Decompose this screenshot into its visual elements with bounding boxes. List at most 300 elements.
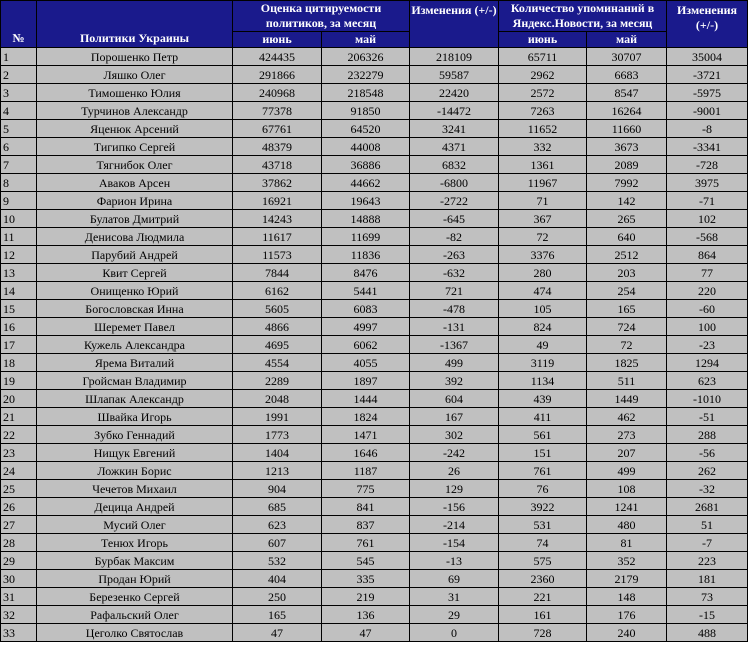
- cell-mentions-may: 72: [587, 336, 667, 354]
- cell-mentions-may: 640: [587, 228, 667, 246]
- cell-mentions-may: 1825: [587, 354, 667, 372]
- cell-citation-may: 136: [322, 606, 410, 624]
- cell-citation-may: 91850: [322, 102, 410, 120]
- cell-politician: Шлапак Александр: [37, 390, 233, 408]
- cell-citation-may: 11699: [322, 228, 410, 246]
- cell-politician: Порошенко Петр: [37, 48, 233, 66]
- cell-citation-june: 1404: [233, 444, 322, 462]
- cell-citation-change: 6832: [410, 156, 499, 174]
- table-row: [1, 84, 748, 102]
- table-row: [1, 300, 748, 318]
- table-row: [1, 318, 748, 336]
- cell-num: 30: [1, 570, 37, 588]
- cell-mentions-change: -3721: [667, 66, 748, 84]
- cell-mentions-change: 288: [667, 426, 748, 444]
- cell-citation-change: -263: [410, 246, 499, 264]
- cell-num: 33: [1, 624, 37, 642]
- cell-politician: Парубий Андрей: [37, 246, 233, 264]
- cell-politician: Ярема Виталий: [37, 354, 233, 372]
- cell-citation-june: 14243: [233, 210, 322, 228]
- cell-num: 32: [1, 606, 37, 624]
- cell-mentions-june: 575: [499, 552, 587, 570]
- cell-politician: Рафальский Олег: [37, 606, 233, 624]
- cell-citation-change: 31: [410, 588, 499, 606]
- table-row: [1, 390, 748, 408]
- cell-citation-june: 532: [233, 552, 322, 570]
- cell-mentions-change: -3341: [667, 138, 748, 156]
- header-citation: Оценка цитируемости политиков, за месяц: [233, 1, 410, 32]
- cell-mentions-june: 151: [499, 444, 587, 462]
- cell-num: 27: [1, 516, 37, 534]
- cell-num: 19: [1, 372, 37, 390]
- cell-politician: Денисова Людмила: [37, 228, 233, 246]
- table-row: [1, 228, 748, 246]
- header-change-mentions: Изменения (+/-): [667, 1, 748, 48]
- cell-citation-june: 67761: [233, 120, 322, 138]
- cell-politician: Шеремет Павел: [37, 318, 233, 336]
- cell-mentions-june: 531: [499, 516, 587, 534]
- cell-num: 18: [1, 354, 37, 372]
- cell-citation-change: -242: [410, 444, 499, 462]
- table-body: [1, 48, 748, 642]
- table-row: [1, 48, 748, 66]
- cell-citation-change: 392: [410, 372, 499, 390]
- cell-citation-june: 623: [233, 516, 322, 534]
- cell-mentions-june: 3376: [499, 246, 587, 264]
- table-row: [1, 606, 748, 624]
- cell-mentions-may: 265: [587, 210, 667, 228]
- cell-politician: Турчинов Александр: [37, 102, 233, 120]
- table-row: [1, 498, 748, 516]
- cell-citation-change: 129: [410, 480, 499, 498]
- cell-mentions-june: 1134: [499, 372, 587, 390]
- cell-citation-change: 59587: [410, 66, 499, 84]
- cell-mentions-change: 864: [667, 246, 748, 264]
- cell-politician: Ляшко Олег: [37, 66, 233, 84]
- cell-num: 12: [1, 246, 37, 264]
- cell-citation-change: 218109: [410, 48, 499, 66]
- header-june-citation: июнь: [233, 32, 322, 48]
- header-june-mentions: июнь: [499, 32, 587, 48]
- cell-mentions-change: -51: [667, 408, 748, 426]
- cell-mentions-june: 474: [499, 282, 587, 300]
- cell-citation-june: 11617: [233, 228, 322, 246]
- cell-mentions-june: 11967: [499, 174, 587, 192]
- cell-mentions-change: -23: [667, 336, 748, 354]
- cell-mentions-change: 223: [667, 552, 748, 570]
- cell-citation-june: 165: [233, 606, 322, 624]
- table-row: [1, 480, 748, 498]
- cell-citation-may: 837: [322, 516, 410, 534]
- cell-citation-may: 36886: [322, 156, 410, 174]
- cell-citation-june: 2048: [233, 390, 322, 408]
- cell-mentions-june: 2360: [499, 570, 587, 588]
- cell-mentions-may: 108: [587, 480, 667, 498]
- cell-mentions-change: -71: [667, 192, 748, 210]
- cell-num: 11: [1, 228, 37, 246]
- cell-citation-june: 5605: [233, 300, 322, 318]
- cell-citation-may: 775: [322, 480, 410, 498]
- cell-mentions-change: -15: [667, 606, 748, 624]
- cell-citation-june: 291866: [233, 66, 322, 84]
- cell-mentions-may: 81: [587, 534, 667, 552]
- cell-mentions-change: -56: [667, 444, 748, 462]
- cell-citation-change: 3241: [410, 120, 499, 138]
- cell-citation-june: 1213: [233, 462, 322, 480]
- cell-citation-change: -2722: [410, 192, 499, 210]
- table-row: [1, 426, 748, 444]
- cell-mentions-june: 76: [499, 480, 587, 498]
- header-mentions: Количество упоминаний в Яндекс.Новости, за месяц: [499, 1, 667, 32]
- cell-citation-june: 4695: [233, 336, 322, 354]
- header-change-citation: Изменения (+/-): [410, 1, 499, 48]
- table-row: [1, 516, 748, 534]
- cell-mentions-may: 176: [587, 606, 667, 624]
- cell-politician: Ложкин Борис: [37, 462, 233, 480]
- cell-mentions-june: 74: [499, 534, 587, 552]
- cell-mentions-change: 102: [667, 210, 748, 228]
- cell-mentions-may: 6683: [587, 66, 667, 84]
- cell-citation-may: 1471: [322, 426, 410, 444]
- cell-mentions-may: 3673: [587, 138, 667, 156]
- cell-citation-may: 64520: [322, 120, 410, 138]
- cell-mentions-may: 254: [587, 282, 667, 300]
- cell-mentions-june: 2962: [499, 66, 587, 84]
- cell-num: 29: [1, 552, 37, 570]
- table-row: [1, 282, 748, 300]
- table-row: [1, 408, 748, 426]
- cell-num: 21: [1, 408, 37, 426]
- cell-mentions-change: -7: [667, 534, 748, 552]
- table-row: [1, 552, 748, 570]
- cell-citation-may: 4997: [322, 318, 410, 336]
- cell-mentions-june: 161: [499, 606, 587, 624]
- cell-mentions-june: 561: [499, 426, 587, 444]
- table-row: [1, 66, 748, 84]
- cell-mentions-change: -1010: [667, 390, 748, 408]
- cell-mentions-may: 2179: [587, 570, 667, 588]
- cell-citation-change: 26: [410, 462, 499, 480]
- cell-mentions-change: 77: [667, 264, 748, 282]
- cell-politician: Квит Сергей: [37, 264, 233, 282]
- cell-mentions-change: 181: [667, 570, 748, 588]
- cell-citation-june: 47: [233, 624, 322, 642]
- cell-citation-may: 232279: [322, 66, 410, 84]
- table-row: [1, 156, 748, 174]
- cell-mentions-may: 240: [587, 624, 667, 642]
- cell-mentions-may: 511: [587, 372, 667, 390]
- cell-politician: Нищук Евгений: [37, 444, 233, 462]
- cell-citation-change: 167: [410, 408, 499, 426]
- cell-num: 9: [1, 192, 37, 210]
- cell-citation-june: 1991: [233, 408, 322, 426]
- cell-citation-change: -82: [410, 228, 499, 246]
- cell-politician: Цеголко Святослав: [37, 624, 233, 642]
- cell-citation-june: 1773: [233, 426, 322, 444]
- cell-mentions-change: 623: [667, 372, 748, 390]
- cell-mentions-change: -32: [667, 480, 748, 498]
- cell-num: 25: [1, 480, 37, 498]
- cell-citation-may: 1444: [322, 390, 410, 408]
- cell-num: 1: [1, 48, 37, 66]
- cell-citation-may: 4055: [322, 354, 410, 372]
- cell-mentions-may: 203: [587, 264, 667, 282]
- cell-politician: Фарион Ирина: [37, 192, 233, 210]
- cell-citation-change: -645: [410, 210, 499, 228]
- cell-politician: Кужель Александра: [37, 336, 233, 354]
- cell-mentions-may: 352: [587, 552, 667, 570]
- cell-mentions-may: 207: [587, 444, 667, 462]
- cell-citation-may: 11836: [322, 246, 410, 264]
- cell-mentions-june: 221: [499, 588, 587, 606]
- cell-citation-change: -1367: [410, 336, 499, 354]
- cell-citation-june: 11573: [233, 246, 322, 264]
- cell-mentions-may: 724: [587, 318, 667, 336]
- cell-citation-may: 5441: [322, 282, 410, 300]
- cell-mentions-may: 30707: [587, 48, 667, 66]
- cell-politician: Бурбак Максим: [37, 552, 233, 570]
- cell-citation-change: -214: [410, 516, 499, 534]
- cell-citation-change: 721: [410, 282, 499, 300]
- cell-mentions-may: 462: [587, 408, 667, 426]
- cell-citation-may: 44662: [322, 174, 410, 192]
- cell-citation-june: 16921: [233, 192, 322, 210]
- cell-citation-june: 240968: [233, 84, 322, 102]
- cell-citation-change: -6800: [410, 174, 499, 192]
- cell-citation-may: 206326: [322, 48, 410, 66]
- cell-mentions-june: 280: [499, 264, 587, 282]
- cell-politician: Тигипко Сергей: [37, 138, 233, 156]
- cell-citation-change: 69: [410, 570, 499, 588]
- cell-mentions-may: 165: [587, 300, 667, 318]
- cell-citation-may: 1897: [322, 372, 410, 390]
- table-row: [1, 246, 748, 264]
- cell-mentions-change: -568: [667, 228, 748, 246]
- cell-politician: Тенюх Игорь: [37, 534, 233, 552]
- cell-citation-june: 48379: [233, 138, 322, 156]
- cell-num: 24: [1, 462, 37, 480]
- cell-citation-june: 4866: [233, 318, 322, 336]
- table-row: [1, 120, 748, 138]
- cell-citation-change: -154: [410, 534, 499, 552]
- cell-num: 13: [1, 264, 37, 282]
- cell-citation-may: 6083: [322, 300, 410, 318]
- table-row: [1, 354, 748, 372]
- cell-num: 15: [1, 300, 37, 318]
- cell-citation-may: 44008: [322, 138, 410, 156]
- cell-mentions-june: 72: [499, 228, 587, 246]
- table-row: [1, 462, 748, 480]
- cell-num: 20: [1, 390, 37, 408]
- cell-num: 8: [1, 174, 37, 192]
- cell-mentions-change: 1294: [667, 354, 748, 372]
- cell-mentions-june: 332: [499, 138, 587, 156]
- cell-citation-change: -156: [410, 498, 499, 516]
- cell-mentions-june: 2572: [499, 84, 587, 102]
- cell-num: 10: [1, 210, 37, 228]
- cell-citation-may: 761: [322, 534, 410, 552]
- cell-politician: Березенко Сергей: [37, 588, 233, 606]
- cell-mentions-june: 11652: [499, 120, 587, 138]
- cell-mentions-june: 824: [499, 318, 587, 336]
- cell-mentions-change: -8: [667, 120, 748, 138]
- header-politician: Политики Украины: [37, 1, 233, 48]
- cell-num: 2: [1, 66, 37, 84]
- cell-citation-may: 545: [322, 552, 410, 570]
- cell-politician: Зубко Геннадий: [37, 426, 233, 444]
- cell-num: 22: [1, 426, 37, 444]
- cell-citation-june: 6162: [233, 282, 322, 300]
- cell-mentions-june: 3119: [499, 354, 587, 372]
- cell-mentions-june: 3922: [499, 498, 587, 516]
- cell-mentions-may: 1241: [587, 498, 667, 516]
- cell-mentions-may: 1449: [587, 390, 667, 408]
- cell-politician: Швайка Игорь: [37, 408, 233, 426]
- cell-citation-may: 1187: [322, 462, 410, 480]
- table-row: [1, 588, 748, 606]
- cell-politician: Мусий Олег: [37, 516, 233, 534]
- header-may-citation: май: [322, 32, 410, 48]
- cell-num: 26: [1, 498, 37, 516]
- cell-mentions-change: 73: [667, 588, 748, 606]
- cell-citation-june: 685: [233, 498, 322, 516]
- cell-citation-may: 219: [322, 588, 410, 606]
- cell-citation-change: 29: [410, 606, 499, 624]
- cell-citation-change: 499: [410, 354, 499, 372]
- cell-mentions-may: 142: [587, 192, 667, 210]
- cell-mentions-june: 105: [499, 300, 587, 318]
- table-row: [1, 174, 748, 192]
- cell-mentions-change: -60: [667, 300, 748, 318]
- cell-num: 17: [1, 336, 37, 354]
- cell-mentions-may: 2089: [587, 156, 667, 174]
- cell-citation-change: 302: [410, 426, 499, 444]
- table-row: [1, 534, 748, 552]
- cell-citation-june: 37862: [233, 174, 322, 192]
- cell-mentions-change: 3975: [667, 174, 748, 192]
- cell-num: 28: [1, 534, 37, 552]
- cell-politician: Продан Юрий: [37, 570, 233, 588]
- cell-mentions-may: 7992: [587, 174, 667, 192]
- cell-citation-may: 14888: [322, 210, 410, 228]
- cell-mentions-change: -5975: [667, 84, 748, 102]
- cell-citation-june: 7844: [233, 264, 322, 282]
- cell-citation-may: 218548: [322, 84, 410, 102]
- cell-mentions-may: 11660: [587, 120, 667, 138]
- cell-mentions-may: 8547: [587, 84, 667, 102]
- cell-politician: Тимошенко Юлия: [37, 84, 233, 102]
- cell-mentions-june: 728: [499, 624, 587, 642]
- cell-politician: Гройсман Владимир: [37, 372, 233, 390]
- cell-citation-june: 43718: [233, 156, 322, 174]
- cell-citation-june: 607: [233, 534, 322, 552]
- cell-politician: Децица Андрей: [37, 498, 233, 516]
- cell-mentions-june: 65711: [499, 48, 587, 66]
- cell-politician: Богословская Инна: [37, 300, 233, 318]
- cell-mentions-change: 220: [667, 282, 748, 300]
- table-row: [1, 192, 748, 210]
- cell-politician: Яценюк Арсений: [37, 120, 233, 138]
- cell-citation-june: 424435: [233, 48, 322, 66]
- cell-citation-change: -478: [410, 300, 499, 318]
- cell-citation-may: 8476: [322, 264, 410, 282]
- cell-citation-may: 335: [322, 570, 410, 588]
- cell-num: 3: [1, 84, 37, 102]
- cell-mentions-may: 499: [587, 462, 667, 480]
- cell-citation-june: 77378: [233, 102, 322, 120]
- cell-mentions-june: 439: [499, 390, 587, 408]
- cell-citation-june: 4554: [233, 354, 322, 372]
- header-may-mentions: май: [587, 32, 667, 48]
- cell-politician: Онищенко Юрий: [37, 282, 233, 300]
- cell-citation-may: 6062: [322, 336, 410, 354]
- cell-mentions-change: -728: [667, 156, 748, 174]
- cell-mentions-june: 7263: [499, 102, 587, 120]
- table-row: [1, 372, 748, 390]
- cell-mentions-change: 262: [667, 462, 748, 480]
- cell-citation-change: -14472: [410, 102, 499, 120]
- table-row: [1, 444, 748, 462]
- cell-citation-change: 0: [410, 624, 499, 642]
- table-row: [1, 138, 748, 156]
- cell-num: 5: [1, 120, 37, 138]
- cell-mentions-change: 35004: [667, 48, 748, 66]
- cell-politician: Тягнибок Олег: [37, 156, 233, 174]
- cell-citation-may: 47: [322, 624, 410, 642]
- header-num: №: [1, 1, 37, 48]
- cell-citation-june: 2289: [233, 372, 322, 390]
- cell-citation-change: -131: [410, 318, 499, 336]
- cell-mentions-june: 367: [499, 210, 587, 228]
- table-row: [1, 624, 748, 642]
- cell-politician: Аваков Арсен: [37, 174, 233, 192]
- cell-citation-june: 904: [233, 480, 322, 498]
- cell-num: 23: [1, 444, 37, 462]
- cell-mentions-change: 2681: [667, 498, 748, 516]
- cell-mentions-may: 16264: [587, 102, 667, 120]
- table-row: [1, 336, 748, 354]
- cell-num: 7: [1, 156, 37, 174]
- cell-citation-june: 404: [233, 570, 322, 588]
- cell-mentions-june: 411: [499, 408, 587, 426]
- cell-mentions-june: 71: [499, 192, 587, 210]
- cell-num: 4: [1, 102, 37, 120]
- table-row: [1, 570, 748, 588]
- cell-mentions-change: 488: [667, 624, 748, 642]
- cell-citation-may: 19643: [322, 192, 410, 210]
- cell-num: 14: [1, 282, 37, 300]
- table-row: [1, 102, 748, 120]
- cell-mentions-may: 480: [587, 516, 667, 534]
- cell-citation-may: 1824: [322, 408, 410, 426]
- cell-mentions-may: 2512: [587, 246, 667, 264]
- cell-politician: Булатов Дмитрий: [37, 210, 233, 228]
- cell-mentions-may: 273: [587, 426, 667, 444]
- cell-mentions-june: 1361: [499, 156, 587, 174]
- cell-citation-june: 250: [233, 588, 322, 606]
- cell-mentions-june: 761: [499, 462, 587, 480]
- table-row: [1, 264, 748, 282]
- cell-num: 31: [1, 588, 37, 606]
- cell-politician: Чечетов Михаил: [37, 480, 233, 498]
- cell-citation-change: 604: [410, 390, 499, 408]
- cell-num: 16: [1, 318, 37, 336]
- cell-num: 6: [1, 138, 37, 156]
- cell-citation-change: 22420: [410, 84, 499, 102]
- cell-mentions-may: 148: [587, 588, 667, 606]
- cell-citation-change: -13: [410, 552, 499, 570]
- cell-citation-may: 1646: [322, 444, 410, 462]
